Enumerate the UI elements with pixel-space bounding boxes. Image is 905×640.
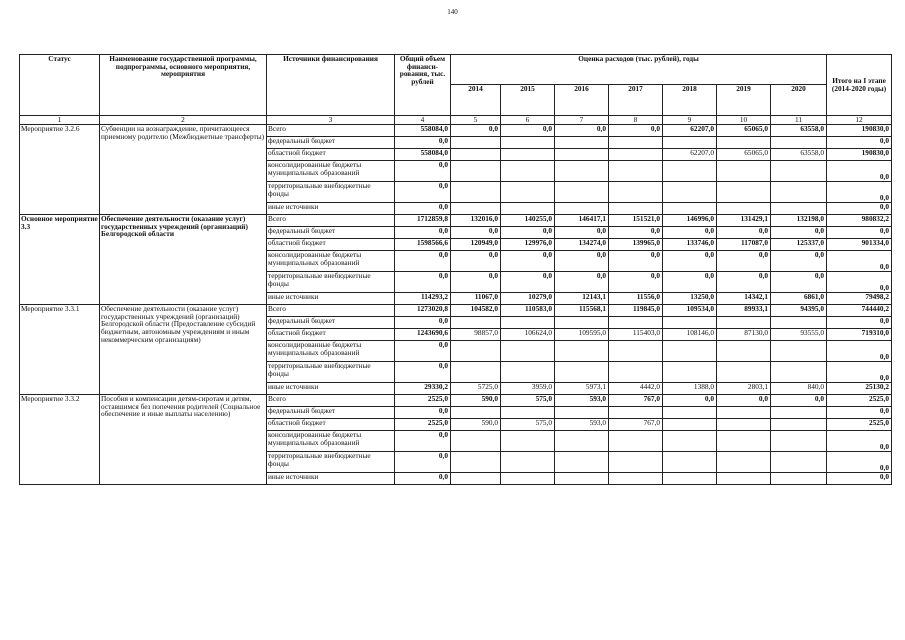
total-volume: 2525,0 [395,395,451,407]
year-value [771,203,827,215]
year-value [717,203,771,215]
funding-source: иные источники [267,383,395,395]
year-value [555,149,609,161]
total-volume: 29330,2 [395,383,451,395]
year-value: 0,0 [717,251,771,272]
column-number: 5 [451,116,501,125]
year-value: 87130,0 [717,329,771,341]
year-value: 0,0 [771,395,827,407]
year-value [609,431,663,452]
year-value [555,362,609,383]
total-volume: 0,0 [395,182,451,203]
funding-source: консолидированные бюджеты муниципальных образований [267,431,395,452]
year-value: 6861,0 [771,293,827,305]
year-value [451,341,501,362]
year-value [451,161,501,182]
year-value: 10279,0 [501,293,555,305]
stage-total: 0,0 [827,341,892,362]
year-value: 590,0 [451,419,501,431]
year-value [451,182,501,203]
funding-source: федеральный бюджет [267,227,395,239]
year-value [609,182,663,203]
year-value [717,161,771,182]
year-value: 0,0 [717,272,771,293]
year-value: 0,0 [609,125,663,137]
funding-source: Всего [267,395,395,407]
year-value: 109534,0 [663,305,717,317]
total-volume: 0,0 [395,272,451,293]
funding-source: консолидированные бюджеты муниципальных образований [267,161,395,182]
year-value [501,431,555,452]
year-value [451,362,501,383]
stage-total: 25130,2 [827,383,892,395]
year-value: 590,0 [451,395,501,407]
table-row [20,395,892,407]
year-value [771,161,827,182]
year-value: 0,0 [771,227,827,239]
column-number: 2 [100,116,267,125]
year-value: 119845,0 [609,305,663,317]
year-value: 0,0 [663,395,717,407]
stage-total: 0,0 [827,182,892,203]
funding-source: территориальные внебюджетные фонды [267,362,395,383]
year-value: 62207,0 [663,125,717,137]
total-volume: 0,0 [395,251,451,272]
year-value: 0,0 [609,251,663,272]
funding-source: территориальные внебюджетные фонды [267,182,395,203]
year-value: 132016,0 [451,215,501,227]
year-value [609,149,663,161]
year-value [555,452,609,473]
year-value [501,473,555,485]
year-value: 0,0 [663,251,717,272]
year-value [609,452,663,473]
year-value [451,407,501,419]
funding-source: федеральный бюджет [267,407,395,419]
year-value: 14342,1 [717,293,771,305]
year-value [501,203,555,215]
year-value [555,431,609,452]
stage-total: 0,0 [827,272,892,293]
year-value: 132198,0 [771,215,827,227]
year-value: 0,0 [501,272,555,293]
year-value [451,149,501,161]
row-status: Мероприятие 3.3.1 [20,305,100,395]
year-value: 63558,0 [771,125,827,137]
year-value: 146996,0 [663,215,717,227]
year-value [609,341,663,362]
stage-total: 190830,0 [827,149,892,161]
year-value: 89933,1 [717,305,771,317]
total-volume: 0,0 [395,362,451,383]
header-year: 2019 [717,85,771,116]
funding-source: иные источники [267,473,395,485]
year-value: 94395,0 [771,305,827,317]
header-total-volume: Общий объем финанси-рования, тыс. рублей [395,55,451,116]
header-sources: Источники финансирования [267,55,395,116]
stage-total: 744440,2 [827,305,892,317]
year-value: 115568,1 [555,305,609,317]
column-number: 9 [663,116,717,125]
year-value [501,362,555,383]
stage-total: 719310,0 [827,329,892,341]
table-row [20,125,892,137]
stage-total: 0,0 [827,161,892,182]
year-value: 0,0 [555,227,609,239]
year-value [501,407,555,419]
year-value [663,341,717,362]
header-year: 2017 [609,85,663,116]
year-value: 575,0 [501,395,555,407]
year-value [501,317,555,329]
year-value: 133746,0 [663,239,717,251]
total-volume: 0,0 [395,317,451,329]
total-volume: 1243690,6 [395,329,451,341]
funding-source: иные источники [267,293,395,305]
year-value: 0,0 [501,125,555,137]
year-value [771,407,827,419]
year-value: 65065,0 [717,125,771,137]
year-value [717,182,771,203]
total-volume: 1273020,8 [395,305,451,317]
year-value [663,317,717,329]
total-volume: 0,0 [395,341,451,362]
year-value [771,419,827,431]
year-value: 0,0 [717,227,771,239]
year-value [717,341,771,362]
stage-total: 190830,0 [827,125,892,137]
stage-total: 0,0 [827,407,892,419]
year-value [555,407,609,419]
year-value: 0,0 [609,227,663,239]
year-value [609,317,663,329]
year-value: 120949,0 [451,239,501,251]
year-value [717,431,771,452]
funding-source: федеральный бюджет [267,317,395,329]
funding-source: областной бюджет [267,419,395,431]
year-value [451,317,501,329]
year-value: 139965,0 [609,239,663,251]
stage-total: 0,0 [827,452,892,473]
year-value [609,203,663,215]
year-value [771,182,827,203]
column-number: 1 [20,116,100,125]
year-value [555,203,609,215]
funding-source: территориальные внебюджетные фонды [267,452,395,473]
total-volume: 0,0 [395,473,451,485]
year-value [663,137,717,149]
year-value [663,473,717,485]
stage-total: 901334,0 [827,239,892,251]
stage-total: 2525,0 [827,419,892,431]
column-number: 6 [501,116,555,125]
year-value: 0,0 [451,251,501,272]
year-value: 12143,1 [555,293,609,305]
year-value: 0,0 [717,395,771,407]
year-value: 110583,0 [501,305,555,317]
year-value: 134274,0 [555,239,609,251]
year-value [609,407,663,419]
year-value [717,407,771,419]
funding-source: Всего [267,215,395,227]
year-value: 131429,1 [717,215,771,227]
stage-total: 0,0 [827,431,892,452]
year-value: 0,0 [501,227,555,239]
year-value [501,341,555,362]
year-value: 5725,0 [451,383,501,395]
year-value: 117087,0 [717,239,771,251]
column-number: 4 [395,116,451,125]
year-value [451,473,501,485]
year-value: 0,0 [555,272,609,293]
year-value: 0,0 [771,251,827,272]
column-number: 8 [609,116,663,125]
header-year: 2020 [771,85,827,116]
year-value [555,182,609,203]
year-value: 0,0 [451,272,501,293]
year-value [663,452,717,473]
stage-total: 0,0 [827,317,892,329]
stage-total: 980832,2 [827,215,892,227]
year-value: 0,0 [663,227,717,239]
table-row [20,305,892,317]
year-value: 767,0 [609,395,663,407]
year-value: 0,0 [609,272,663,293]
year-value [451,431,501,452]
stage-total: 0,0 [827,203,892,215]
year-value: 2803,1 [717,383,771,395]
year-value [717,362,771,383]
year-value [451,452,501,473]
header-year: 2018 [663,85,717,116]
year-value: 593,0 [555,395,609,407]
year-value [451,203,501,215]
funding-source: областной бюджет [267,239,395,251]
column-number: 7 [555,116,609,125]
year-value: 104582,0 [451,305,501,317]
year-value [501,452,555,473]
year-value: 129976,0 [501,239,555,251]
year-value: 5973,1 [555,383,609,395]
year-value: 840,0 [771,383,827,395]
funding-source: консолидированные бюджеты муниципальных образований [267,341,395,362]
year-value: 0,0 [555,125,609,137]
year-value: 0,0 [663,272,717,293]
total-volume: 0,0 [395,161,451,182]
year-value: 109595,0 [555,329,609,341]
year-value: 140255,0 [501,215,555,227]
year-value: 3959,0 [501,383,555,395]
total-volume: 558084,0 [395,125,451,137]
total-volume: 114293,2 [395,293,451,305]
stage-total: 0,0 [827,227,892,239]
year-value: 106624,0 [501,329,555,341]
year-value [609,362,663,383]
year-value: 11556,0 [609,293,663,305]
funding-source: федеральный бюджет [267,137,395,149]
year-value [501,161,555,182]
stage-total: 2525,0 [827,395,892,407]
year-value: 125337,0 [771,239,827,251]
stage-total: 79498,2 [827,293,892,305]
funding-source: консолидированные бюджеты муниципальных образований [267,251,395,272]
funding-source: Всего [267,305,395,317]
year-value: 93555,0 [771,329,827,341]
year-value [771,362,827,383]
header-status: Статус [20,55,100,116]
year-value: 63558,0 [771,149,827,161]
year-value [609,137,663,149]
year-value [663,362,717,383]
total-volume: 1598566,6 [395,239,451,251]
year-value [717,419,771,431]
total-volume: 0,0 [395,137,451,149]
funding-source: областной бюджет [267,329,395,341]
total-volume: 558084,0 [395,149,451,161]
column-number: 10 [717,116,771,125]
total-volume: 0,0 [395,452,451,473]
total-volume: 1712859,8 [395,215,451,227]
year-value [501,182,555,203]
year-value: 98857,0 [451,329,501,341]
year-value: 115403,0 [609,329,663,341]
total-volume: 0,0 [395,407,451,419]
total-volume: 0,0 [395,203,451,215]
year-value [555,473,609,485]
year-value [609,161,663,182]
year-value: 13250,0 [663,293,717,305]
funding-source: областной бюджет [267,149,395,161]
year-value [717,452,771,473]
year-value [609,473,663,485]
year-value: 4442,0 [609,383,663,395]
year-value: 0,0 [771,272,827,293]
year-value [501,137,555,149]
page-number: 140 [447,8,458,16]
column-number: 3 [267,116,395,125]
year-value: 62207,0 [663,149,717,161]
year-value: 593,0 [555,419,609,431]
year-value [451,137,501,149]
year-value [663,161,717,182]
year-value [771,137,827,149]
year-value [717,473,771,485]
funding-source: Всего [267,125,395,137]
stage-total: 0,0 [827,137,892,149]
table-body [20,125,892,485]
year-value [717,317,771,329]
row-name: Субвенции на вознаграждение, причитающееся приемному родителю (Межбюджетные трансферты) [100,125,267,215]
total-volume: 0,0 [395,227,451,239]
year-value: 0,0 [451,125,501,137]
year-value: 575,0 [501,419,555,431]
row-status: Мероприятие 3.3.2 [20,395,100,485]
year-value [771,431,827,452]
year-value: 0,0 [451,227,501,239]
year-value [771,317,827,329]
year-value: 0,0 [501,251,555,272]
header-name: Наименование государственной программы, подпрограммы, основного мероприятия, мероприятия [100,55,267,116]
year-value [501,149,555,161]
year-value [717,137,771,149]
year-value [663,419,717,431]
column-number: 11 [771,116,827,125]
header-year: 2016 [555,85,609,116]
column-number: 12 [827,116,892,125]
header-year: 2014 [451,85,501,116]
year-value: 65065,0 [717,149,771,161]
row-status: Основное мероприятие 3.3 [20,215,100,305]
funding-source: территориальные внебюджетные фонды [267,272,395,293]
year-value: 0,0 [555,251,609,272]
stage-total: 0,0 [827,473,892,485]
header-year: 2015 [501,85,555,116]
row-name: Обеспечение деятельности (оказание услуг) государственных учреждений (организаций) Белгородской области (Предоставление субсидий бюджетным, автономным учреждениям и иным некоммерческим организациям) [100,305,267,395]
table-row [20,215,892,227]
year-value [555,341,609,362]
year-value [663,431,717,452]
year-value [555,161,609,182]
year-value: 767,0 [609,419,663,431]
year-value [771,341,827,362]
year-value [771,473,827,485]
year-value: 146417,1 [555,215,609,227]
header-stage-total: Итого на I этапе (2014-2020 годы) [827,55,892,116]
total-volume: 2525,0 [395,419,451,431]
row-status: Мероприятие 3.2.6 [20,125,100,215]
year-value [771,452,827,473]
stage-total: 0,0 [827,251,892,272]
year-value [663,182,717,203]
year-value [663,203,717,215]
stage-total: 0,0 [827,362,892,383]
total-volume: 0,0 [395,431,451,452]
year-value: 11067,0 [451,293,501,305]
year-value: 151521,0 [609,215,663,227]
year-value: 1388,0 [663,383,717,395]
year-value: 108146,0 [663,329,717,341]
year-value [555,137,609,149]
budget-table [19,54,892,485]
funding-source: иные источники [267,203,395,215]
header-estimate: Оценка расходов (тыс. рублей), годы [451,55,827,85]
year-value [663,407,717,419]
year-value [555,317,609,329]
row-name: Пособия и компенсации детям-сиротам и детям, оставшимся без попечения родителей (Социальное обеспечение и иные выплаты населению) [100,395,267,485]
row-name: Обеспечение деятельности (оказание услуг) государственных учреждений (организаций) Белгородской области [100,215,267,305]
